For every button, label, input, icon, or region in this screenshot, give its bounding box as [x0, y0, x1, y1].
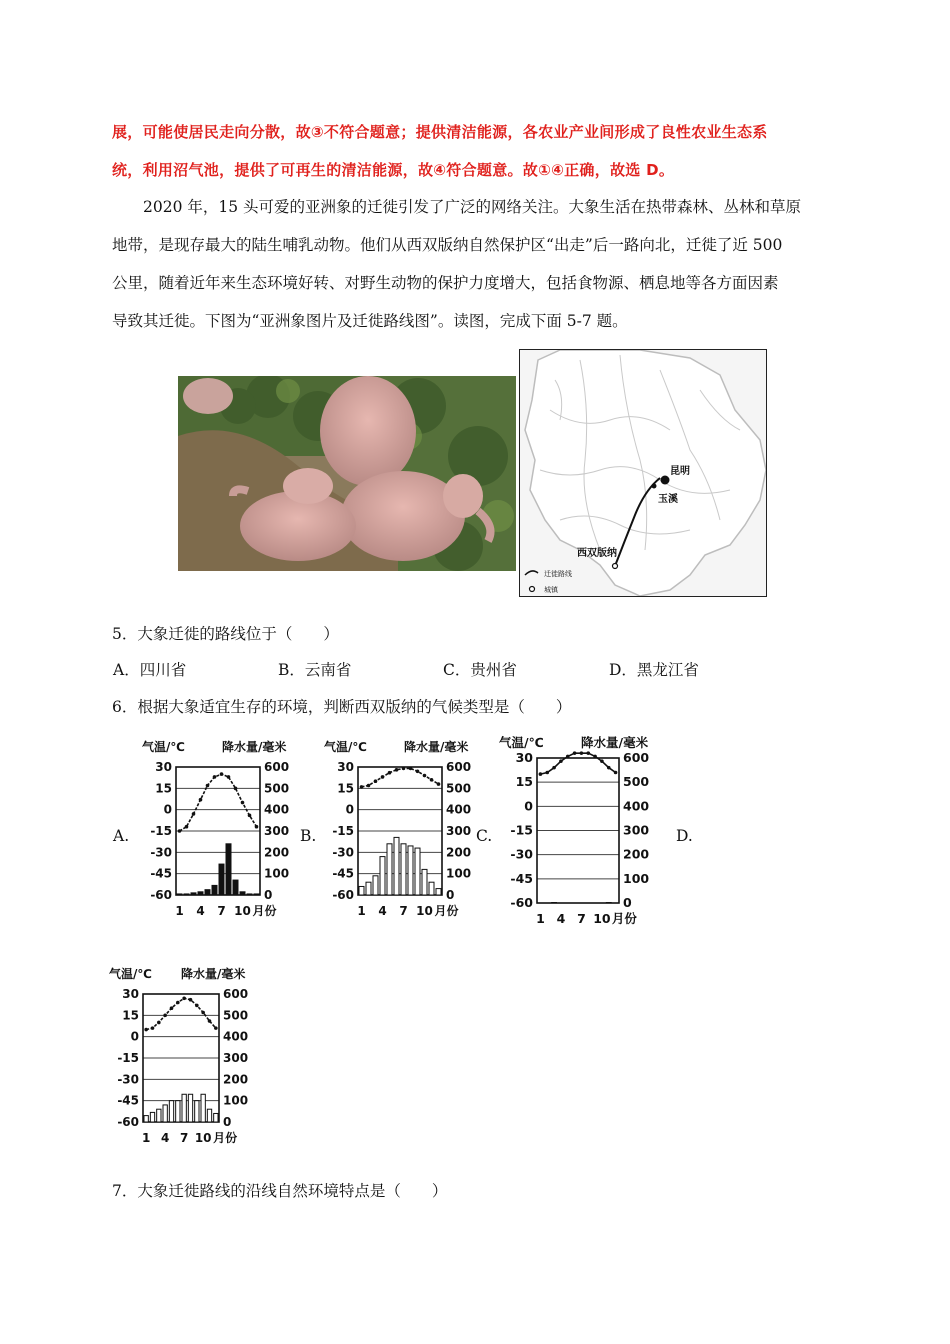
month-tick-label: 10 — [593, 911, 611, 926]
precipitation-bar — [219, 864, 224, 895]
temp-tick-label: 30 — [122, 987, 139, 1001]
month-tick-label: 1 — [536, 911, 545, 926]
temp-tick-label: 15 — [122, 1008, 139, 1023]
temperature-line — [362, 768, 439, 787]
precipitation-bar — [359, 886, 364, 895]
climate-chart-b — [322, 735, 482, 920]
q6-option-a-label[interactable]: A. — [113, 827, 130, 845]
precipitation-bar — [191, 893, 196, 895]
precipitation-bar — [176, 1101, 180, 1122]
temperature-point — [374, 779, 378, 783]
precipitation-bar — [422, 869, 427, 895]
temperature-point — [614, 771, 618, 775]
precip-tick-label: 400 — [623, 798, 650, 814]
climate-chart-d — [107, 962, 267, 1147]
precipitation-bar — [429, 882, 434, 895]
intro-line-1: 2020 年，15 头可爱的亚洲象的迁徙引发了广泛的网络关注。大象生活在热带森林、丛林和草原 — [143, 198, 802, 216]
month-tick-label: 10 — [234, 904, 251, 918]
temp-tick-label: 15 — [515, 774, 533, 790]
temp-tick-label: -15 — [150, 824, 172, 838]
temperature-point — [559, 759, 563, 763]
chart-title-temperature: 气温/℃ — [324, 740, 367, 754]
precip-tick-label: 600 — [264, 760, 290, 774]
month-tick-label: 4 — [196, 904, 205, 918]
temperature-point — [416, 769, 420, 773]
temperature-point — [430, 778, 434, 782]
precip-tick-label: 100 — [223, 1093, 249, 1108]
temp-tick-label: -45 — [510, 870, 533, 886]
question-5-stem: 5．大象迁徙的路线位于（ ） — [112, 625, 339, 643]
temperature-line — [146, 998, 216, 1029]
precip-tick-label: 500 — [264, 781, 290, 796]
temperature-point — [437, 782, 441, 786]
answer-line-1: 展，可能使居民走向分散，故③不符合题意；提供清洁能源，各农业产业间形成了良性农业生态系 — [112, 123, 768, 141]
month-tick-label: 7 — [179, 1131, 189, 1145]
precipitation-bar — [436, 889, 441, 895]
temperature-point — [241, 801, 245, 805]
chart-title-precipitation: 降水量/毫米 — [181, 967, 246, 981]
precipitation-bar — [373, 876, 378, 895]
temp-tick-label: 30 — [515, 750, 533, 765]
precip-tick-label: 400 — [223, 1029, 249, 1044]
answer-line-2: 统，利用沼气池，提供了可再生的清洁能源，故④符合题意。故①④正确，故选 D。 — [112, 161, 675, 179]
precip-tick-label: 300 — [623, 822, 650, 838]
precip-tick-label: 500 — [623, 774, 650, 790]
temperature-point — [199, 798, 203, 802]
temperature-point — [206, 784, 210, 788]
precipitation-bar — [184, 894, 189, 895]
temperature-point — [539, 772, 543, 776]
temperature-point — [580, 751, 584, 755]
temp-tick-label: -45 — [150, 866, 172, 881]
precipitation-bar — [195, 1101, 199, 1122]
precipitation-bar — [240, 892, 245, 895]
temperature-line — [540, 753, 615, 774]
precipitation-bar — [212, 885, 217, 895]
intro-line-3: 公里，随着近年来生态环境好转、对野生动物的保护力度增大，包括食物源、栖息地等各方面因素 — [112, 274, 779, 292]
temp-tick-label: 0 — [524, 798, 533, 814]
temp-tick-label: -60 — [117, 1115, 139, 1129]
precipitation-bar — [163, 1105, 167, 1122]
temperature-point — [566, 755, 570, 759]
temp-tick-label: 0 — [345, 802, 354, 817]
precipitation-bar — [198, 892, 203, 895]
intro-line-2: 地带，是现存最大的陆生哺乳动物。他们从西双版纳自然保护区“出走”后一路向北，迁徙了近 500 — [112, 236, 783, 254]
x-axis-label: 月份 — [434, 904, 459, 918]
precipitation-bar — [415, 848, 420, 895]
temp-tick-label: -15 — [117, 1051, 139, 1065]
temperature-point — [170, 1006, 174, 1010]
precip-tick-label: 600 — [446, 760, 472, 774]
chart-title-precipitation: 降水量/毫米 — [581, 735, 649, 750]
intro-line-4: 导致其迁徙。下图为“亚洲象图片及迁徙路线图”。读图，完成下面 5-7 题。 — [112, 312, 628, 330]
month-tick-label: 7 — [399, 904, 408, 918]
x-axis-label: 月份 — [611, 911, 637, 926]
precipitation-bar — [144, 1116, 148, 1122]
precipitation-bar — [201, 1094, 205, 1122]
temperature-point — [360, 785, 364, 789]
precip-tick-label: 100 — [264, 866, 290, 881]
temperature-point — [381, 775, 385, 779]
precipitation-bar — [177, 894, 182, 895]
precipitation-bar — [157, 1109, 161, 1122]
temperature-point — [409, 767, 413, 771]
temperature-point — [248, 814, 252, 818]
temp-tick-label: 30 — [337, 760, 354, 774]
migration-route-map — [519, 349, 767, 597]
precipitation-bar — [207, 1109, 211, 1122]
question-7-stem: 7．大象迁徙路线的沿线自然环境特点是（ ） — [112, 1182, 448, 1200]
climate-chart-a — [140, 735, 300, 920]
temp-tick-label: -30 — [117, 1072, 139, 1087]
q5-option-c[interactable]: C．贵州省 — [443, 661, 517, 679]
chart-title-precipitation: 降水量/毫米 — [404, 740, 469, 754]
precipitation-bar — [214, 1113, 218, 1122]
precip-tick-label: 200 — [446, 845, 472, 860]
temp-tick-label: 15 — [155, 781, 172, 796]
precip-tick-label: 0 — [623, 895, 632, 910]
temperature-point — [593, 755, 597, 759]
chart-title-precipitation: 降水量/毫米 — [222, 740, 287, 754]
temp-tick-label: 0 — [130, 1029, 139, 1044]
q6-option-d-label[interactable]: D. — [676, 827, 693, 845]
temperature-point — [573, 751, 577, 755]
temp-tick-label: 15 — [337, 781, 354, 796]
legend-city-label: 城镇 — [544, 586, 558, 594]
temperature-point — [367, 784, 371, 788]
precip-tick-label: 200 — [623, 846, 650, 862]
month-tick-label: 4 — [160, 1131, 170, 1145]
answer-explanation — [112, 113, 842, 189]
temperature-point — [423, 774, 427, 778]
month-tick-label: 4 — [556, 911, 566, 926]
chart-title-temperature: 气温/℃ — [142, 740, 185, 754]
temperature-point — [214, 1026, 218, 1030]
question-6-stem: 6．根据大象适宜生存的环境，判断西双版纳的气候类型是（ ） — [112, 698, 572, 716]
temperature-point — [189, 998, 193, 1002]
month-tick-label: 10 — [194, 1131, 212, 1145]
precip-tick-label: 600 — [223, 987, 249, 1001]
precipitation-bar — [150, 1112, 154, 1122]
month-tick-label: 1 — [175, 904, 184, 918]
precip-tick-label: 300 — [223, 1051, 249, 1065]
month-tick-label: 1 — [141, 1131, 151, 1145]
temperature-point — [545, 771, 549, 775]
temperature-point — [395, 768, 399, 772]
map-label-yuxi: 玉溪 — [658, 494, 678, 505]
precipitation-bar — [366, 882, 371, 895]
chart-title-temperature: 气温/℃ — [499, 735, 544, 750]
precip-tick-label: 0 — [264, 888, 273, 902]
temperature-point — [192, 812, 196, 816]
month-tick-label: 7 — [577, 911, 586, 926]
temp-tick-label: -30 — [332, 845, 354, 860]
intro-passage — [112, 188, 842, 340]
precip-tick-label: 200 — [223, 1072, 249, 1087]
precipitation-bar — [380, 857, 385, 895]
temperature-point — [402, 767, 406, 771]
x-axis-label: 月份 — [252, 904, 277, 918]
temp-tick-label: -60 — [510, 895, 533, 910]
elephant-photo — [178, 376, 516, 571]
x-axis-label: 月份 — [213, 1131, 238, 1145]
precip-tick-label: 0 — [446, 888, 455, 902]
precip-tick-label: 300 — [446, 824, 472, 838]
temperature-point — [220, 772, 224, 776]
precipitation-bar — [387, 844, 392, 895]
precipitation-bar — [408, 846, 413, 895]
temperature-point — [163, 1014, 167, 1018]
precip-tick-label: 300 — [264, 824, 290, 838]
temperature-point — [178, 829, 182, 833]
temp-tick-label: -60 — [150, 888, 172, 902]
month-tick-label: 4 — [378, 904, 387, 918]
q6-option-c-label[interactable]: C. — [476, 827, 493, 845]
month-tick-label: 10 — [416, 904, 433, 918]
q5-option-a[interactable]: A．四川省 — [113, 661, 187, 679]
precip-tick-label: 600 — [623, 750, 650, 765]
precipitation-bar — [254, 894, 259, 895]
temperature-point — [144, 1028, 148, 1032]
q6-option-b-label[interactable]: B. — [300, 827, 317, 845]
precipitation-bar — [182, 1094, 186, 1122]
precipitation-bar — [247, 894, 252, 895]
precip-tick-label: 400 — [264, 802, 290, 817]
temperature-point — [213, 775, 217, 779]
temperature-point — [151, 1026, 155, 1030]
month-tick-label: 7 — [217, 904, 226, 918]
temperature-point — [586, 751, 590, 755]
temp-tick-label: -15 — [332, 824, 354, 838]
temp-tick-label: -45 — [332, 866, 354, 881]
temp-tick-label: 0 — [163, 802, 172, 817]
temp-tick-label: -30 — [510, 846, 533, 862]
temp-tick-label: -45 — [117, 1093, 139, 1108]
climate-chart-c — [497, 731, 677, 931]
q5-option-d[interactable]: D．黑龙江省 — [609, 661, 699, 679]
temp-tick-label: 30 — [155, 760, 172, 774]
temperature-point — [552, 766, 556, 770]
precipitation-bar — [169, 1101, 173, 1122]
temperature-point — [182, 996, 186, 1000]
precipitation-bar — [394, 837, 399, 895]
temperature-point — [600, 759, 604, 763]
precipitation-bar — [233, 880, 238, 895]
map-label-xishuangbanna: 西双版纳 — [577, 548, 617, 559]
precip-tick-label: 400 — [446, 802, 472, 817]
chart-title-temperature: 气温/℃ — [109, 967, 152, 981]
temperature-point — [607, 766, 611, 770]
legend-route-label: 迁徙路线 — [544, 570, 572, 578]
temp-tick-label: -15 — [510, 822, 533, 838]
precip-tick-label: 200 — [264, 845, 290, 860]
map-label-kunming: 昆明 — [670, 466, 690, 477]
temperature-point — [201, 1011, 205, 1015]
precipitation-bar — [401, 844, 406, 895]
precipitation-bar — [205, 890, 210, 895]
temperature-point — [185, 825, 189, 829]
temperature-point — [195, 1004, 199, 1008]
precip-tick-label: 500 — [223, 1008, 249, 1023]
precip-tick-label: 100 — [623, 870, 650, 886]
temperature-point — [234, 787, 238, 791]
temp-tick-label: -60 — [332, 888, 354, 902]
precip-tick-label: 100 — [446, 866, 472, 881]
temperature-line — [180, 774, 257, 831]
precipitation-bar — [226, 844, 231, 895]
precip-tick-label: 500 — [446, 781, 472, 796]
temperature-point — [388, 771, 392, 775]
temperature-point — [208, 1019, 212, 1023]
temperature-point — [157, 1021, 161, 1025]
q5-option-b[interactable]: B．云南省 — [278, 661, 352, 679]
temperature-point — [255, 825, 259, 829]
precipitation-bar — [188, 1094, 192, 1122]
month-tick-label: 1 — [357, 904, 366, 918]
temp-tick-label: -30 — [150, 845, 172, 860]
temperature-point — [227, 775, 231, 779]
temperature-point — [176, 1001, 180, 1005]
precip-tick-label: 0 — [223, 1115, 232, 1129]
